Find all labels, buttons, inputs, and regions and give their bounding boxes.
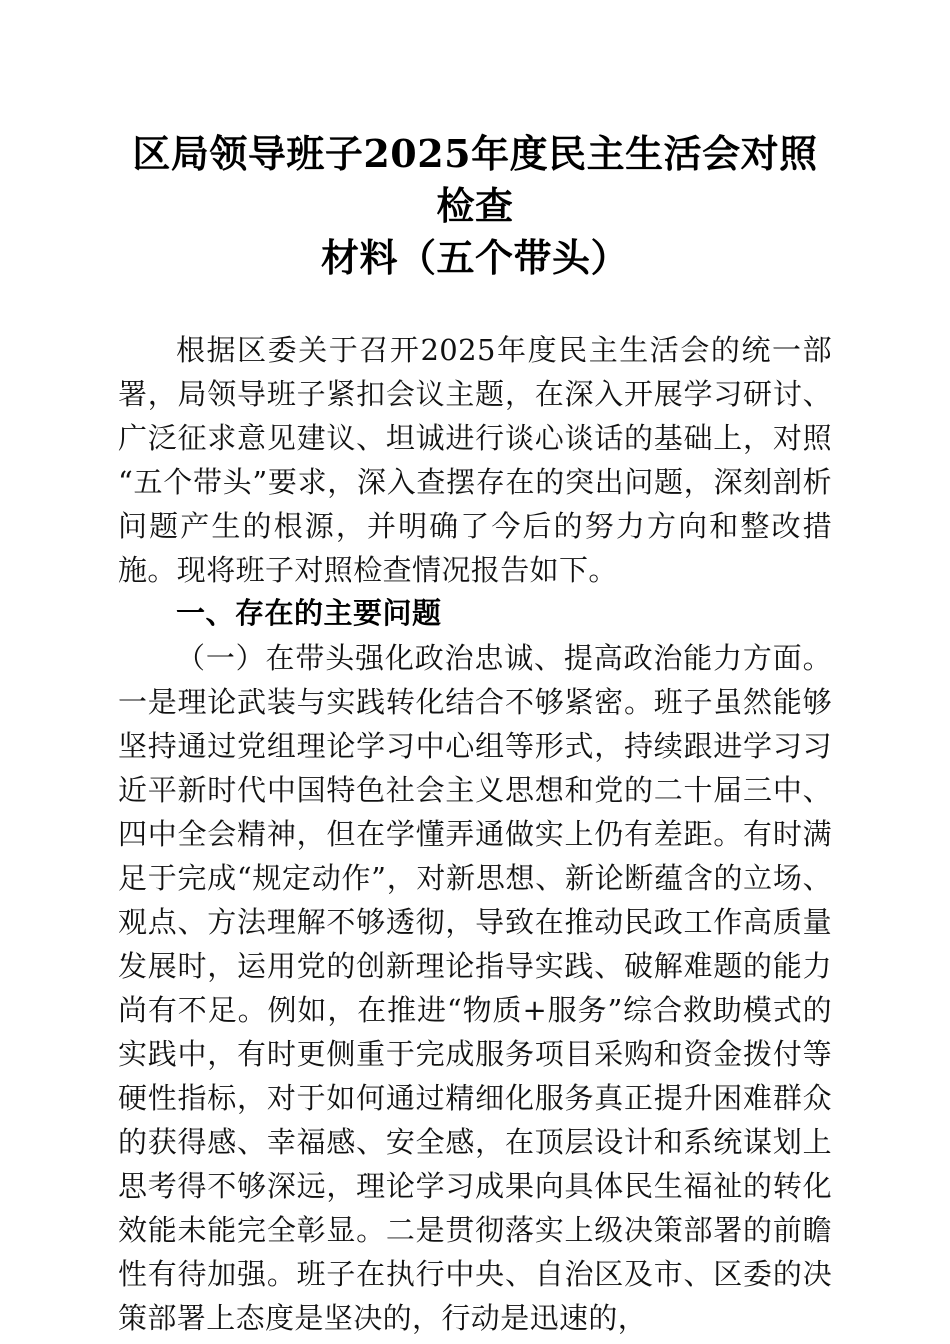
intro-paragraph: 根据区委关于召开2025年度民主生活会的统一部署，局领导班子紧扣会议主题，在深入开展学习研讨、广泛征求意见建议、坦诚进行谈心谈话的基础上，对照“五个带头”要求，深入查摆存在的突出问题，深刻剖析问题产生的根源，并明确了今后的努力方向和整改措施。现将班子对照检查情况报告如下。: [118, 333, 832, 587]
document-title: [118, 0, 832, 284]
section-heading-main-problems: 一、存在的主要问题: [176, 598, 442, 630]
document-title-line-2: 材料（五个带头）: [320, 235, 629, 280]
document-title-line-1: 区局领导班子2025年度民主生活会对照检查: [132, 131, 818, 228]
page-text-column: [118, 0, 832, 1340]
subsection-paragraph-political-loyalty: （一）在带头强化政治忠诚、提高政治能力方面。一是理论武装与实践转化结合不够紧密。班子虽然能够坚持通过党组理论学习中心组等形式，持续跟进学习习近平新时代中国特色社会主义思想和党的二十届三中、四中全会精神，但在学懂弄通做实上仍有差距。有时满足于完成“规定动作”，对新思想、新论断蕴含的立场、观点、方法理解不够透彻，导致在推动民政工作高质量发展时，运用党的创新理论指导实践、破解难题的能力尚有不足。例如，在推进“物质+服务”综合救助模式的实践中，有时更侧重于完成服务项目采购和资金拨付等硬性指标，对于如何通过精细化服务真正提升困难群众的获得感、幸福感、安全感，在顶层设计和系统谋划上思考得不够深远，理论学习成果向具体民生福祉的转化效能未能完全彰显。二是贯彻落实上级决策部署的前瞻性有待加强。班子在执行中央、自治区及市、区委的决策部署上态度是坚决的，行动是迅速的，: [118, 641, 832, 1335]
title-spacer: [118, 284, 832, 328]
